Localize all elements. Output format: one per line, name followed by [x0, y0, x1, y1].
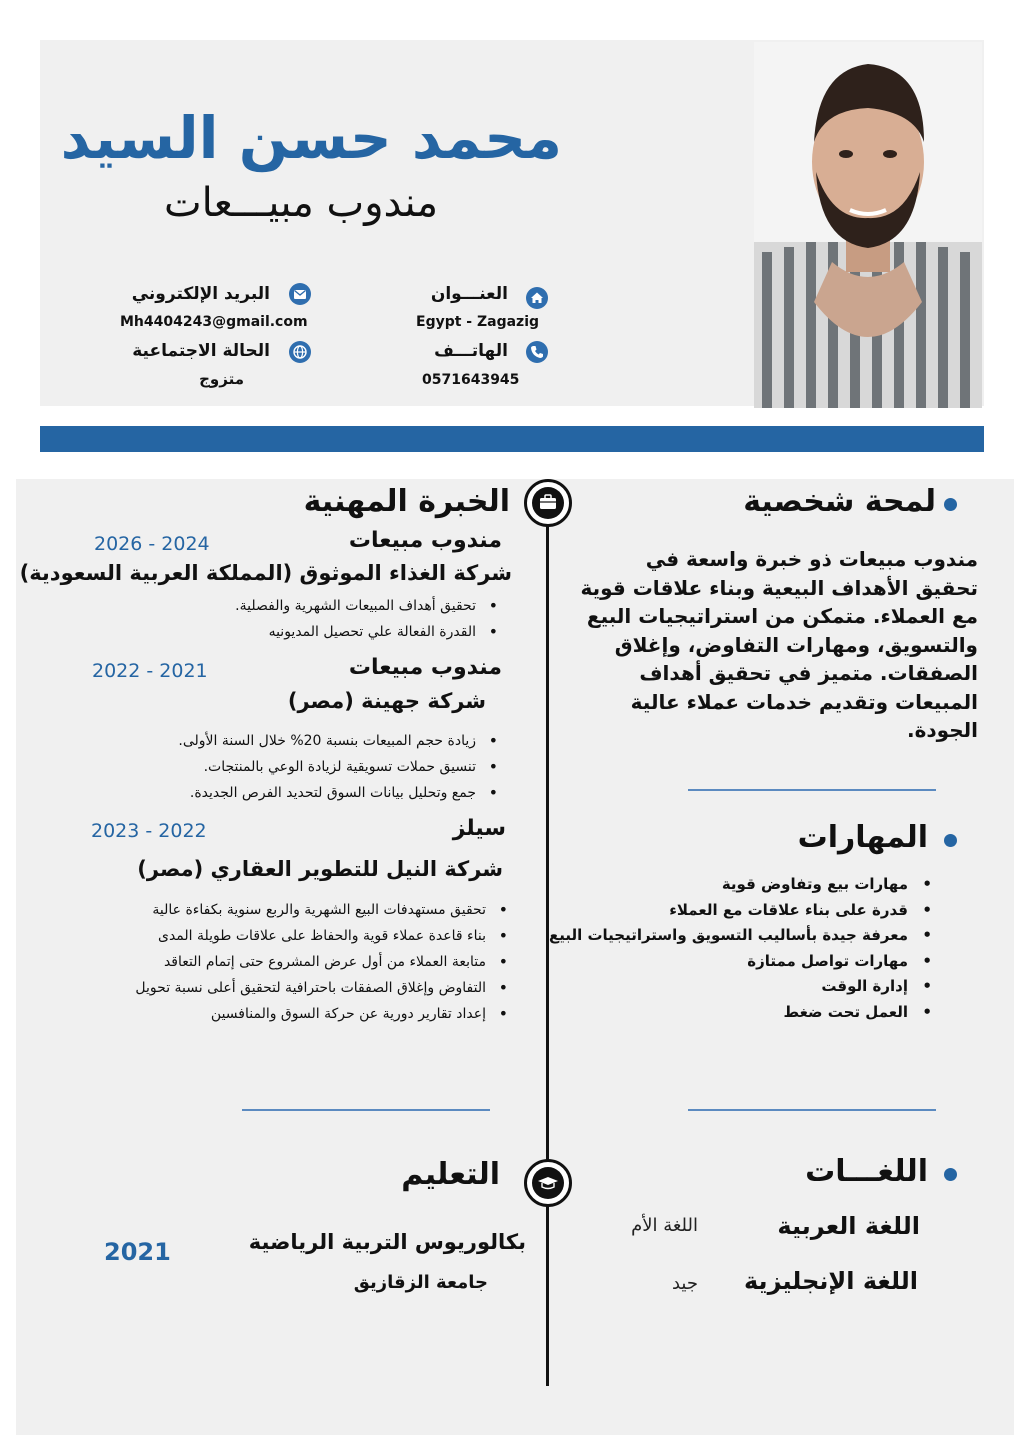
briefcase-icon	[524, 479, 572, 527]
summary-text: مندوب مبيعات ذو خبرة واسعة في تحقيق الأهداف البيعية وبناء علاقات قوية مع العملاء. متمكن من استراتيجيات البيع والتسويق، ومهارات التفاوض، وإغلاق الصفقات. متميز في تحقيق أهداف المبيعات وتقديم خدمات عملاء عالية الجودة.	[580, 547, 978, 742]
marital-value: متزوج	[199, 370, 244, 388]
education-title: التعليم	[401, 1157, 500, 1192]
job-bullet: • بناء قاعدة عملاء قوية والحفاظ على علاقات طويلة المدى	[120, 923, 512, 949]
skills-list	[549, 872, 932, 1025]
skills-title: المهارات	[797, 820, 928, 855]
job-company: شركة الغذاء الموثوق (المملكة العربية السعودية)	[19, 561, 512, 585]
job-bullet: • تنسيق حملات تسويقية لزيادة الوعي بالمنتجات.	[102, 754, 502, 780]
job-bullet: • التفاوض وإغلاق الصفقات باحترافية لتحقيق أعلى نسبة تحويل	[120, 975, 512, 1001]
email-value: Mh4404243@gmail.com	[120, 314, 308, 330]
skill-item: • مهارات بيع وتفاوض قوية	[549, 872, 932, 898]
job-title: مندوب مبيعات	[348, 528, 502, 553]
skills-bullet-dot	[944, 834, 957, 847]
job-bullet: • تحقيق مستهدفات البيع الشهرية والربع سنوية بكفاءة عالية	[120, 897, 512, 923]
summary-bullet-dot	[944, 498, 957, 511]
profile-photo	[754, 42, 982, 408]
job-date: 2022 - 2021	[92, 660, 208, 682]
language-name: اللغة الإنجليزية	[744, 1267, 918, 1295]
job-bullet: • زيادة حجم المبيعات بنسبة 20% خلال السنة الأولى.	[102, 728, 502, 754]
skill-item: • إدارة الوقت	[549, 974, 932, 1000]
job-bullet: • جمع وتحليل بيانات السوق لتحديد الفرص الجديدة.	[102, 780, 502, 806]
language-level: جيد	[671, 1273, 698, 1294]
job-title: مندوب مبيعات	[348, 655, 502, 680]
job-bullet: • القدرة الفعالة علي تحصيل المديونيه	[102, 619, 502, 645]
candidate-name: محمد حسن السيد	[60, 104, 562, 172]
graduation-cap-icon	[524, 1159, 572, 1207]
experience-divider	[242, 1109, 490, 1111]
job-bullets	[102, 728, 502, 806]
address-label: العنـــوان	[430, 284, 508, 304]
education-university: جامعة الزقازيق	[353, 1272, 488, 1293]
job-bullet: • متابعة العملاء من أول عرض المشروع حتى إتمام التعاقد	[120, 949, 512, 975]
job-title: سيلز	[452, 816, 506, 841]
skill-item: • مهارات تواصل ممتازة	[549, 949, 932, 975]
job-date: 2026 - 2024	[94, 533, 210, 555]
language-level: اللغة الأم	[631, 1215, 698, 1236]
languages-bullet-dot	[944, 1168, 957, 1181]
job-company: شركة النيل للتطوير العقاري (مصر)	[137, 857, 503, 881]
summary-title: لمحة شخصية	[743, 484, 936, 519]
phone-icon	[526, 341, 548, 363]
education-year: 2021	[104, 1238, 171, 1266]
experience-title: الخبرة المهنية	[303, 484, 510, 519]
education-degree: بكالوريوس التربية الرياضية	[248, 1230, 526, 1254]
header-accent-bar	[40, 426, 984, 452]
summary-divider	[688, 789, 936, 791]
home-icon	[526, 287, 548, 309]
job-bullets	[120, 897, 512, 1027]
job-bullet: • إعداد تقارير دورية عن حركة السوق والمنافسين	[120, 1001, 512, 1027]
skills-divider	[688, 1109, 936, 1111]
languages-title: اللغـــات	[805, 1154, 928, 1189]
phone-value: 0571643945	[422, 372, 520, 388]
candidate-role: مندوب مبيـــعات	[163, 180, 438, 226]
globe-icon	[289, 341, 311, 363]
job-company: شركة جهينة (مصر)	[287, 689, 486, 713]
skill-item: • قدرة على بناء علاقات مع العملاء	[549, 898, 932, 924]
email-label: البريد الإلكتروني	[131, 284, 270, 304]
job-bullets	[102, 593, 502, 645]
skill-item: • معرفة جيدة بأساليب التسويق واستراتيجيات البيع	[549, 923, 932, 949]
address-value: Egypt - Zagazig	[416, 314, 540, 330]
skill-item: • العمل تحت ضغط	[549, 1000, 932, 1026]
job-date: 2023 - 2022	[91, 820, 207, 842]
phone-label: الهاتـــف	[434, 341, 508, 361]
marital-label: الحالة الاجتماعية	[132, 341, 270, 361]
email-icon	[289, 283, 311, 305]
job-bullet: • تحقيق أهداف المبيعات الشهرية والفصلية.	[102, 593, 502, 619]
language-name: اللغة العربية	[777, 1212, 920, 1240]
